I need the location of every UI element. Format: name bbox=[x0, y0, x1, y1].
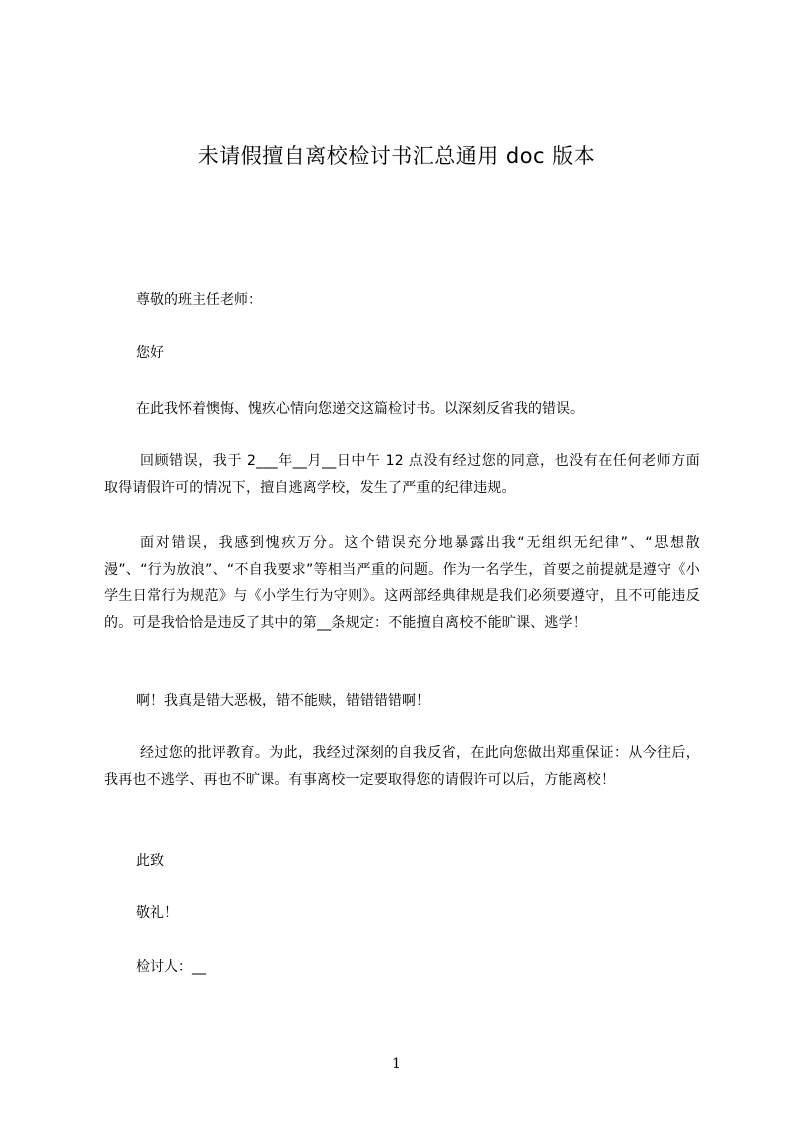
paragraph-2: 回顾错误，我于 2___年__月__日中午 12 点没有经过您的同意，也没有在任何老师方面取得请假许可的情况下，擅自逃离学校，发生了严重的纪律违规。 bbox=[104, 453, 700, 496]
paragraph-4: 啊！我真是错大恶极，错不能赎，错错错错啊！ bbox=[136, 693, 430, 709]
closing-line-2: 敬礼！ bbox=[136, 905, 178, 921]
paragraph-5: 经过您的批评教育。为此，我经过深刻的自我反省，在此向您做出郑重保证：从今往后，我再也不逃学、再也不旷课。有事离校一定要取得您的请假许可以后，方能离校！ bbox=[104, 745, 700, 788]
greeting: 您好 bbox=[136, 345, 164, 361]
document-title: 未请假擅自离校检讨书汇总通用 doc 版本 bbox=[197, 144, 596, 168]
salutation: 尊敬的班主任老师： bbox=[136, 292, 262, 308]
paragraph-1: 在此我怀着懊悔、愧疚心情向您递交这篇检讨书。以深刻反省我的错误。 bbox=[136, 401, 584, 417]
page-number: 1 bbox=[392, 1056, 401, 1072]
paragraph-3: 面对错误，我感到愧疚万分。这个错误充分地暴露出我“无组织无纪律”、“思想散漫”、“行为放浪”、“不自我要求”等相当严重的问题。作为一名学生，首要之前提就是遵守《小学生日常行为规范》与《小学生行为守则》。这两部经典律规是我们必须要遵守，且不可能违反的。可是我恰恰是违反了其中的第__条规定：不能擅自离校不能旷课、逃学！ bbox=[104, 535, 700, 631]
closing-line-1: 此致 bbox=[136, 853, 164, 869]
signature-line: 检讨人：__ bbox=[136, 959, 206, 975]
